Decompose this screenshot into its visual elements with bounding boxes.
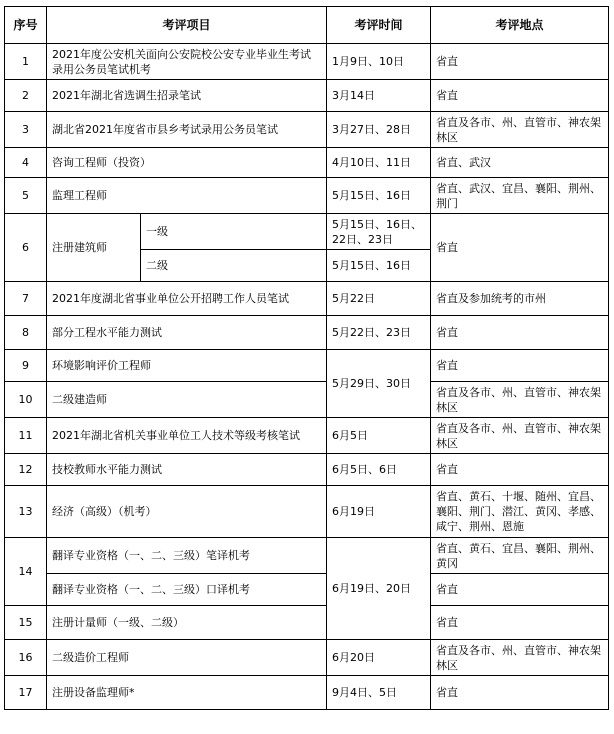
table-row <box>5 640 609 676</box>
exam-place: 省直 <box>431 574 609 606</box>
header-index: 序号 <box>5 7 47 44</box>
exam-item: 翻译专业资格（一、二、三级）口译机考 <box>47 574 327 606</box>
row-number: 17 <box>5 676 47 710</box>
table-row <box>5 214 609 250</box>
exam-item: 翻译专业资格（一、二、三级）笔译机考 <box>47 538 327 574</box>
exam-place: 省直及各市、州、直管市、神农架林区 <box>431 640 609 676</box>
table-row <box>5 282 609 316</box>
row-number: 8 <box>5 316 47 350</box>
row-number: 1 <box>5 44 47 80</box>
exam-time: 5月22日、23日 <box>327 316 431 350</box>
table-row <box>5 148 609 178</box>
row-number: 3 <box>5 112 47 148</box>
exam-time: 6月20日 <box>327 640 431 676</box>
row-number: 4 <box>5 148 47 178</box>
exam-schedule-table <box>4 6 609 710</box>
table-row <box>5 178 609 214</box>
row-number: 2 <box>5 80 47 112</box>
row-number: 13 <box>5 486 47 538</box>
exam-item: 部分工程水平能力测试 <box>47 316 327 350</box>
header-time: 考评时间 <box>327 7 431 44</box>
exam-item: 监理工程师 <box>47 178 327 214</box>
row-number: 15 <box>5 606 47 640</box>
exam-item: 湖北省2021年度省市县乡考试录用公务员笔试 <box>47 112 327 148</box>
table-row <box>5 676 609 710</box>
row-number: 7 <box>5 282 47 316</box>
exam-item: 注册建筑师 <box>47 214 141 282</box>
table-row <box>5 350 609 382</box>
header-item: 考评项目 <box>47 7 327 44</box>
row-number: 12 <box>5 454 47 486</box>
exam-time: 3月27日、28日 <box>327 112 431 148</box>
exam-time: 6月19日 <box>327 486 431 538</box>
table-row <box>5 418 609 454</box>
exam-time: 6月5日、6日 <box>327 454 431 486</box>
exam-item: 2021年湖北省选调生招录笔试 <box>47 80 327 112</box>
exam-time: 5月29日、30日 <box>327 350 431 418</box>
exam-place: 省直 <box>431 44 609 80</box>
exam-time: 5月15日、16日 <box>327 178 431 214</box>
exam-item: 2021年湖北省机关事业单位工人技术等级考核笔试 <box>47 418 327 454</box>
exam-place: 省直 <box>431 676 609 710</box>
exam-place: 省直 <box>431 606 609 640</box>
exam-item: 2021年度湖北省事业单位公开招聘工作人员笔试 <box>47 282 327 316</box>
exam-subitem: 一级 <box>141 214 327 250</box>
table-header-row <box>5 7 609 44</box>
table-row <box>5 606 609 640</box>
table-row <box>5 80 609 112</box>
exam-item: 环境影响评价工程师 <box>47 350 327 382</box>
table-row <box>5 112 609 148</box>
exam-item: 2021年度公安机关面向公安院校公安专业毕业生考试录用公务员笔试机考 <box>47 44 327 80</box>
table-row <box>5 382 609 418</box>
exam-place: 省直 <box>431 80 609 112</box>
exam-place: 省直及各市、州、直管市、神农架林区 <box>431 418 609 454</box>
table-row <box>5 454 609 486</box>
exam-place: 省直 <box>431 316 609 350</box>
exam-time: 5月15日、16日 <box>327 250 431 282</box>
row-number: 11 <box>5 418 47 454</box>
table-row <box>5 44 609 80</box>
exam-item: 二级造价工程师 <box>47 640 327 676</box>
exam-place: 省直及参加统考的市州 <box>431 282 609 316</box>
exam-item: 二级建造师 <box>47 382 327 418</box>
exam-time: 4月10日、11日 <box>327 148 431 178</box>
exam-subitem: 二级 <box>141 250 327 282</box>
row-number: 9 <box>5 350 47 382</box>
exam-item: 咨询工程师（投资） <box>47 148 327 178</box>
exam-place: 省直 <box>431 350 609 382</box>
exam-place: 省直 <box>431 454 609 486</box>
exam-item: 注册计量师（一级、二级） <box>47 606 327 640</box>
exam-time: 3月14日 <box>327 80 431 112</box>
exam-time: 9月4日、5日 <box>327 676 431 710</box>
exam-place: 省直、武汉、宜昌、襄阳、荆州、荆门 <box>431 178 609 214</box>
exam-place: 省直、黄石、十堰、随州、宜昌、襄阳、荆门、潜江、黄冈、孝感、咸宁、荆州、恩施 <box>431 486 609 538</box>
table-row <box>5 486 609 538</box>
header-place: 考评地点 <box>431 7 609 44</box>
table-row <box>5 574 609 606</box>
exam-place: 省直及各市、州、直管市、神农架林区 <box>431 382 609 418</box>
row-number: 10 <box>5 382 47 418</box>
table-row <box>5 538 609 574</box>
row-number: 16 <box>5 640 47 676</box>
exam-place: 省直、武汉 <box>431 148 609 178</box>
exam-place: 省直、黄石、宜昌、襄阳、荆州、黄冈 <box>431 538 609 574</box>
exam-item: 技校教师水平能力测试 <box>47 454 327 486</box>
exam-time: 5月15日、16日、22日、23日 <box>327 214 431 250</box>
exam-time: 1月9日、10日 <box>327 44 431 80</box>
exam-item: 经济（高级）（机考） <box>47 486 327 538</box>
row-number: 6 <box>5 214 47 282</box>
exam-place: 省直 <box>431 214 609 282</box>
exam-time: 6月19日、20日 <box>327 538 431 640</box>
exam-place: 省直及各市、州、直管市、神农架林区 <box>431 112 609 148</box>
row-number: 14 <box>5 538 47 606</box>
row-number: 5 <box>5 178 47 214</box>
exam-time: 6月5日 <box>327 418 431 454</box>
table-row <box>5 316 609 350</box>
exam-item: 注册设备监理师* <box>47 676 327 710</box>
exam-time: 5月22日 <box>327 282 431 316</box>
